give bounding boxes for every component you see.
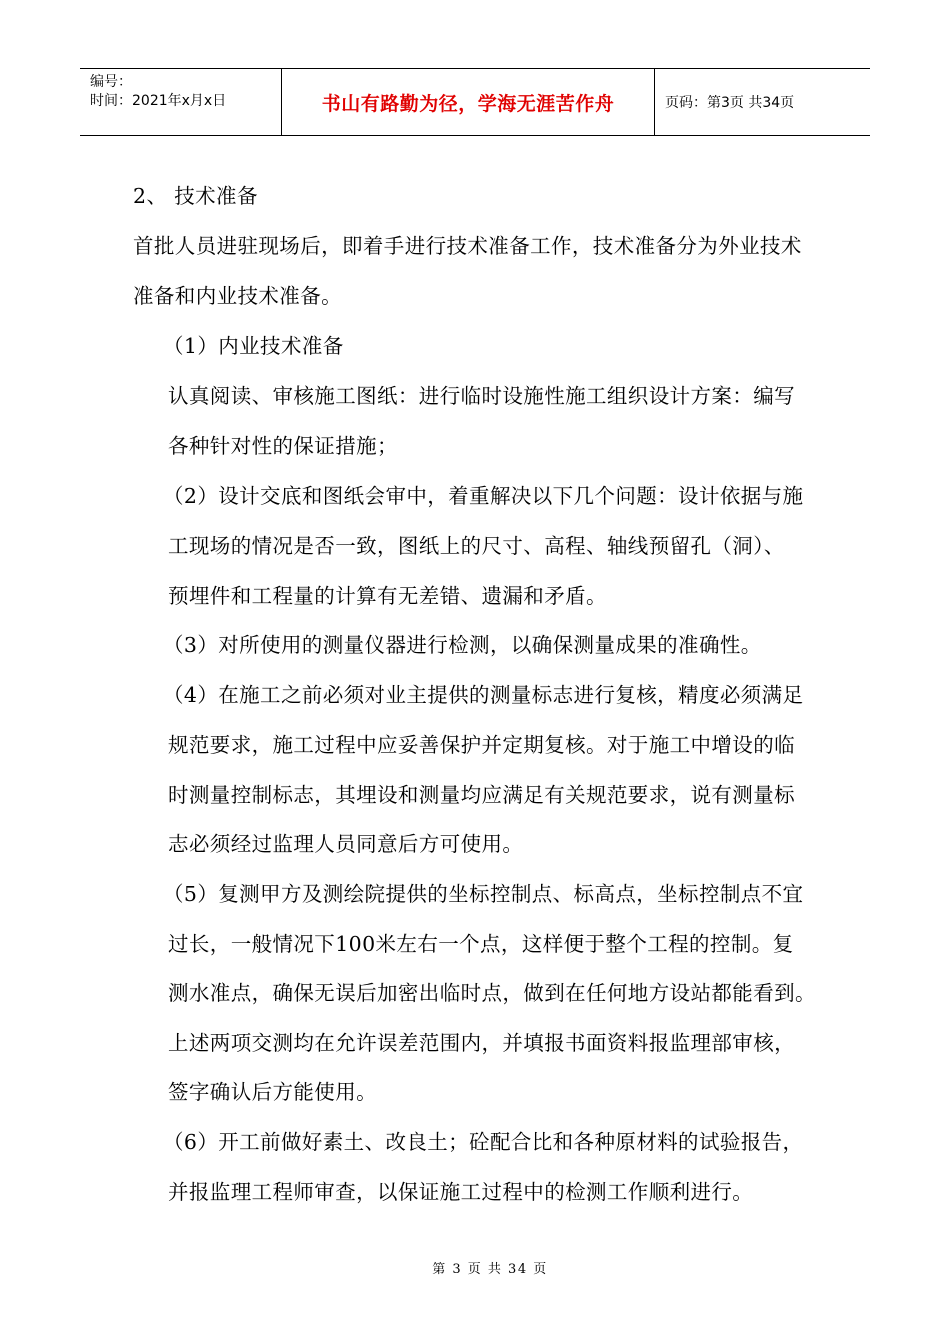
body-line: （5）复测甲方及测绘院提供的坐标控制点、标高点，坐标控制点不宜 (163, 882, 804, 906)
header-motto: 书山有路勤为径，学海无涯苦作舟 (321, 92, 615, 115)
body-line: 签字确认后方能使用。 (168, 1080, 377, 1104)
body-line: 志必须经过监理人员同意后方可使用。 (168, 832, 524, 856)
body-line: （3）对所使用的测量仪器进行检测，以确保测量成果的准确性。 (163, 633, 762, 657)
body-line: 预埋件和工程量的计算有无差错、遗漏和矛盾。 (168, 584, 607, 608)
body-line: 认真阅读、审核施工图纸：进行临时设施性施工组织设计方案：编写 (168, 384, 795, 408)
body-line: （2）设计交底和图纸会审中，着重解决以下几个问题：设计依据与施 (163, 484, 804, 508)
section-heading: 2、 技术准备 (133, 184, 258, 208)
body-line: 准备和内业技术准备。 (133, 284, 342, 308)
body-line: 时测量控制标志，其埋设和测量均应满足有关规范要求，说有测量标 (168, 783, 795, 807)
body-line: 测水准点，确保无误后加密出临时点，做到在任何地方设站都能看到。 (168, 981, 816, 1005)
body-line: 并报监理工程师审查，以保证施工过程中的检测工作顺利进行。 (168, 1180, 754, 1204)
body-line: （4）在施工之前必须对业主提供的测量标志进行复核，精度必须满足 (163, 683, 804, 707)
body-line: 各种针对性的保证措施； (168, 434, 398, 458)
document-number-label: 编号： (90, 74, 132, 90)
body-line: 过长，一般情况下100米左右一个点，这样便于整个工程的控制。复 (168, 932, 794, 956)
body-line: 首批人员进驻现场后，即着手进行技术准备工作，技术准备分为外业技术 (133, 234, 802, 258)
header-meta-cell (80, 69, 282, 135)
header-page-info: 页码：第3页 共34页 (665, 95, 795, 111)
subsection-heading: （1）内业技术准备 (163, 334, 344, 358)
page-footer: 第 3 页 共 34 页 (432, 1262, 548, 1277)
header-page-cell (655, 69, 870, 135)
body-line: （6）开工前做好素土、改良土；砼配合比和各种原材料的试验报告， (163, 1130, 804, 1154)
document-date-label: 时间：2021年x月x日 (90, 93, 227, 109)
header-motto-cell (282, 69, 655, 135)
body-line: 上述两项交测均在允许误差范围内，并填报书面资料报监理部审核， (168, 1031, 795, 1055)
document-header (80, 68, 870, 136)
body-line: 工现场的情况是否一致，图纸上的尺寸、高程、轴线预留孔（洞）、 (168, 534, 785, 558)
body-line: 规范要求，施工过程中应妥善保护并定期复核。对于施工中增设的临 (168, 733, 795, 757)
